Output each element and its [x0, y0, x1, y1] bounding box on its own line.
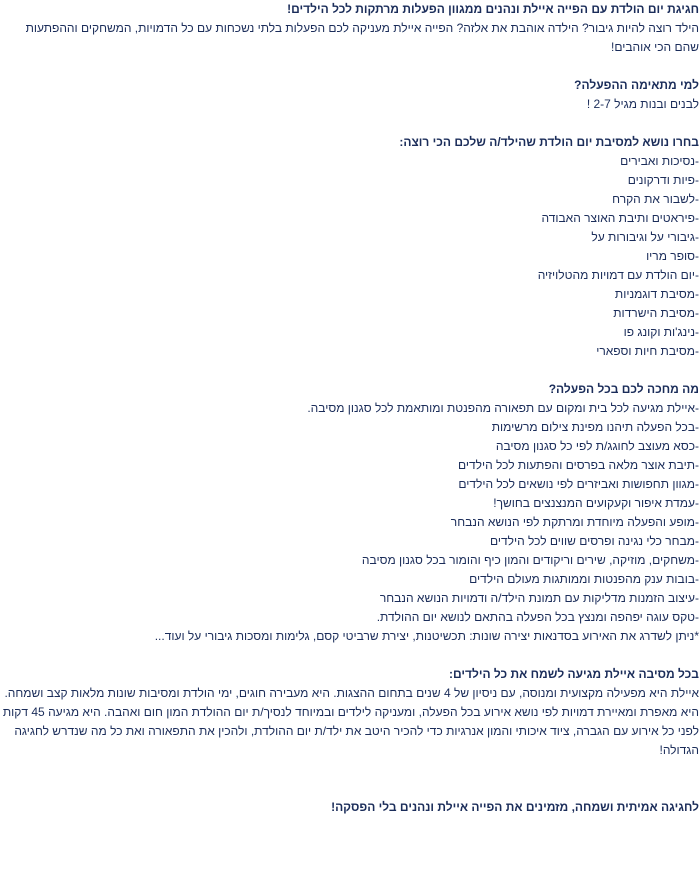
included-item: -טקס עוגה יפהפה ומנצץ בכל הפעלה בהתאם לנושא יום ההולדת. — [376, 610, 699, 624]
theme-item: -נינג'ות וקונג פו — [623, 325, 699, 339]
theme-item: -מסיבת דוגמניות — [614, 287, 699, 301]
included-heading: מה מחכה לכם בכל הפעלה? — [548, 382, 699, 396]
themes-heading: בחרו נושא למסיבת יום הולדת שהילד/ה שלכם הכי רוצה: — [399, 135, 699, 149]
included-item: -כסא מעוצב לחוגג/ת לפי כל סגנון מסיבה — [495, 439, 699, 453]
theme-item: -מסיבת הישרדות — [613, 306, 699, 320]
included-item: -איילת מגיעה לכל בית ומקום עם תפאורה מהפנטת ומותאמת לכל סגנון מסיבה. — [307, 401, 699, 415]
audience-heading: למי מתאימה ההפעלה? — [574, 78, 699, 92]
theme-item: -סופר מריו — [646, 249, 699, 263]
theme-item: -פיות ודרקונים — [627, 173, 699, 187]
theme-item: -לשבור את הקרח — [612, 192, 699, 206]
upgrade-note: *ניתן לשדרג את האירוע בסדנאות יצירה שונות: תכשיטנות, יצירת שרביטי קסם, גלימות ומסכות גיבורי על ועוד... — [154, 629, 699, 643]
included-item: -עמדת איפור וקעקועים המנצנצים בחושך! — [493, 496, 699, 510]
included-item: -מגוון תחפושות ואביזרים לפי נושאים לכל הילדים — [458, 477, 699, 491]
included-item: -בכל הפעלה תיהנו מפינת צילום מרשימות — [491, 420, 699, 434]
intro-paragraph: הילד רוצה להיות גיבור? הילדה אוהבת את אלזה? הפייה איילת מעניקה לכם הפעלות בלתי נשכחות עם כל הדמויות, המשחקים וההפתעות שהם הכי אוהבים! — [25, 21, 699, 54]
theme-item: -יום הולדת עם דמויות מהטלויזיה — [537, 268, 699, 282]
spacer — [0, 114, 699, 133]
theme-item: -נסיכות ואבירים — [620, 154, 699, 168]
spacer — [0, 57, 699, 76]
page-title: חגיגת יום הולדת עם הפייה איילת ונהנים ממגוון הפעלות מרתקות לכל הילדים! — [287, 2, 699, 16]
audience-text: לבנים ובנות מגיל 2-7 ! — [586, 97, 699, 111]
included-item: -עיצוב הזמנות מדליקות עם תמונת הילד/ה ודמויות הנושא הנבחר — [379, 591, 699, 605]
spacer — [0, 760, 699, 779]
included-item: -משחקים, מוזיקה, שירים וריקודים והמון כיף והומור בכל סגנון מסיבה — [361, 553, 699, 567]
included-item: -מופע והפעלה מיוחדת ומרתקת לפי הנושא הנבחר — [450, 515, 699, 529]
theme-item: -פיראטים ותיבת האוצר האבודה — [541, 211, 699, 225]
included-item: -מבחר כלי נגינה ופרסים שווים לכל הילדים — [489, 534, 699, 548]
spacer — [0, 779, 699, 798]
included-item: -בובות ענק מהפנטות וממותגות מעולם הילדים — [469, 572, 699, 586]
theme-item: -מסיבת חיות וספארי — [596, 344, 699, 358]
spacer — [0, 646, 699, 665]
about-heading: בכל מסיבה איילת מגיעה לשמח את כל הילדים: — [449, 667, 699, 681]
spacer — [0, 361, 699, 380]
closing-line: לחגיגה אמיתית ושמחה, מזמינים את הפייה איילת ונהנים בלי הפסקה! — [331, 800, 699, 814]
theme-item: -גיבורי על וגיבורות על — [591, 230, 699, 244]
about-paragraph: איילת היא מפעילה מקצועית ומנוסה, עם ניסיון של 4 שנים בתחום ההצגות. היא מעבירה חוגים, ימי הולדת ומסיבות שונות מלאות קצב ושמחה. היא מאפרת ומאיירת דמויות לפי נושא אירוע בכל הפעלה, ומעניקה לילדים ובמיוחד לנסיך/ת יום ההולדת המון חום ואהבה. היא מגיעה 45 דקות לפני כל אירוע עם הגברה, ציוד איכותי והמון אנרגיות כדי להכיר היטב את ילד/ת יום ההולדת, ולהכין את התפאורה ואת כל מה שנדרש לחגיגה הגדולה! — [2, 686, 699, 757]
included-item: -תיבת אוצר מלאה בפרסים והפתעות לכל הילדים — [457, 458, 699, 472]
